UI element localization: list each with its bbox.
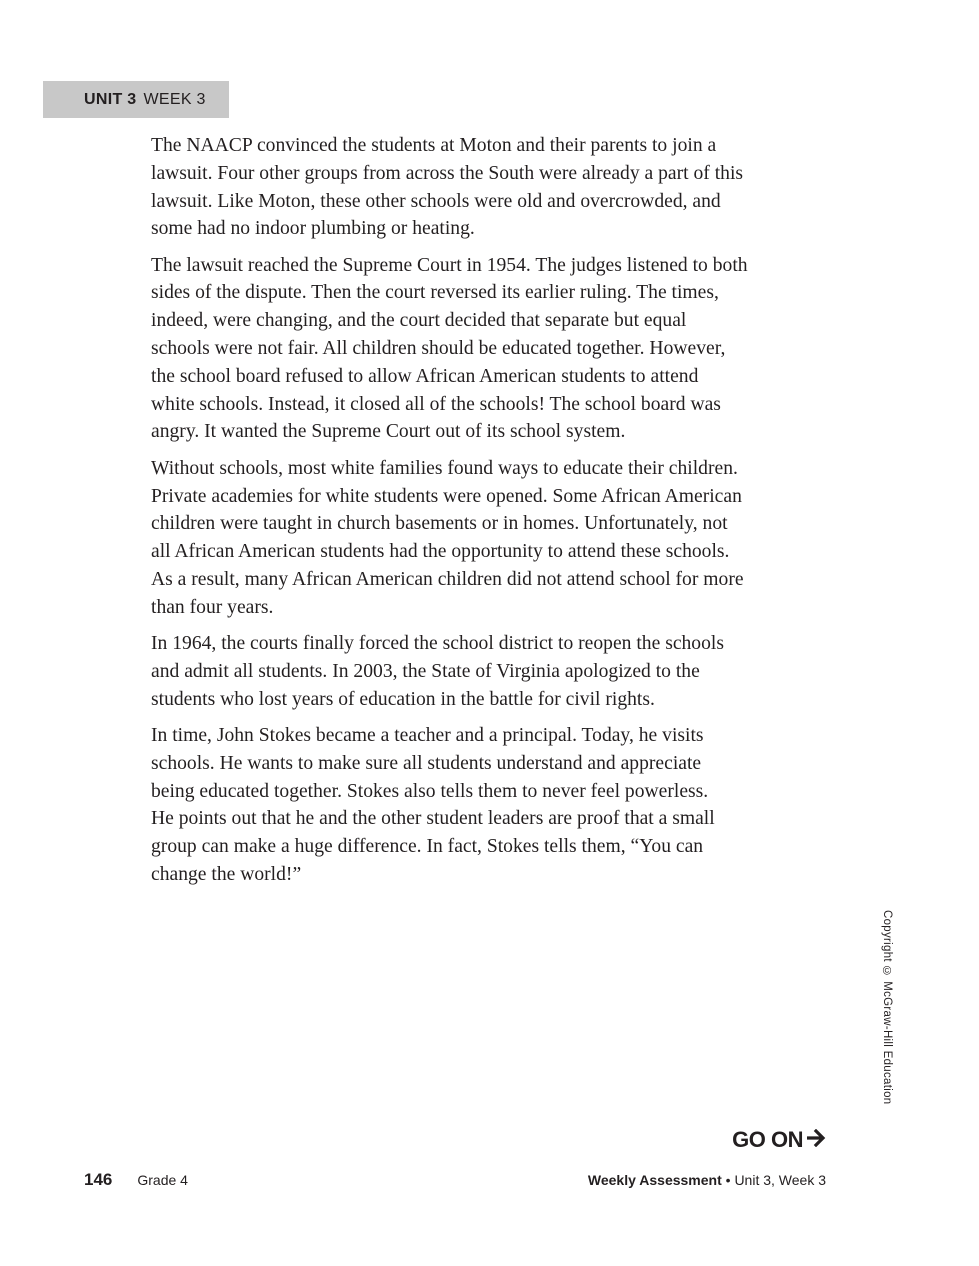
unit-week-tab xyxy=(43,81,229,118)
footer-separator: • xyxy=(725,1172,731,1188)
paragraph: The lawsuit reached the Supreme Court in 1954. The judges listened to both sides of the dispute. Then the court reversed its earlier ruling. The times, indeed, were changing, and the court decided that separate but equal schools were not fair. All children should be educated together. However, the school board refused to allow African American students to attend white schools. Instead, it closed all of the schools! The school board was angry. It wanted the Supreme Court out of its school system. xyxy=(151,254,748,443)
paragraph: Without schools, most white families found ways to educate their children. Private academies for white students were opened. Some African American children were taught in church basements or in homes. Unfortunately, not all African American students had the opportunity to attend these schools. As a result, many African American children did not attend school for more than four years. xyxy=(151,457,744,618)
publication-title: Weekly Assessment xyxy=(587,1172,722,1188)
paragraph: The NAACP convinced the students at Moton and their parents to join a lawsuit. Four other groups from across the South were already a part of this lawsuit. Like Moton, these other schools were old and overcrowded, and some had no indoor plumbing or heating. xyxy=(151,135,744,240)
unit-label: UNIT 3 xyxy=(84,90,137,108)
footer-right xyxy=(588,1172,826,1188)
go-on-label: GO ON xyxy=(732,1127,803,1152)
paragraph: In 1964, the courts finally forced the school district to reopen the schools and admit all students. In 2003, the State of Virginia apologized to the students who lost years of education in the battle for civil rights. xyxy=(151,633,724,710)
footer-left xyxy=(84,1170,188,1190)
unit-week-label: Unit 3, Week 3 xyxy=(734,1172,826,1188)
week-label: WEEK 3 xyxy=(143,90,206,108)
paragraph: In time, John Stokes became a teacher and a principal. Today, he visits schools. He wants to make sure all students understand and appreciate being educated together. Stokes also tells them to never feel powerless. He points out that he and the other student leaders are proof that a small group can make a huge difference. In fact, Stokes tells them, “You can change the world!” xyxy=(151,724,715,885)
copyright-notice: Copyright © McGraw-Hill Education xyxy=(881,910,893,1105)
arrow-right-icon xyxy=(807,1127,827,1153)
go-on-prompt xyxy=(732,1127,827,1153)
grade-label: Grade 4 xyxy=(137,1172,188,1188)
article-body xyxy=(151,132,841,897)
page-number: 146 xyxy=(84,1170,113,1189)
